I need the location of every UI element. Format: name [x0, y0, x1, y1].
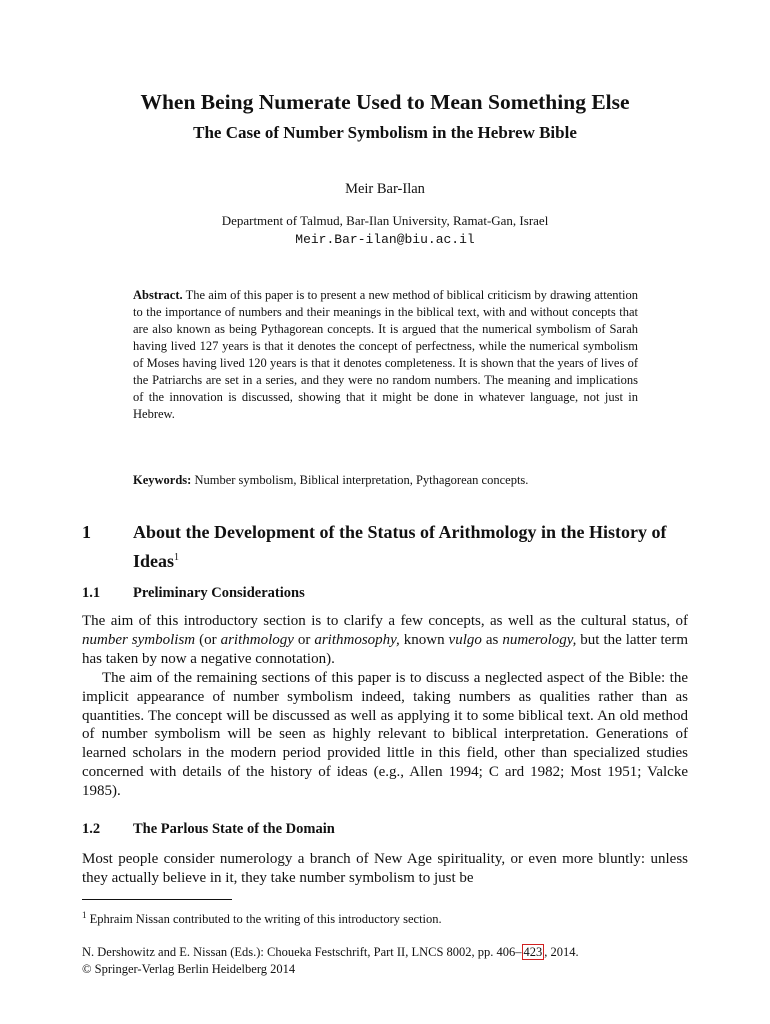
italic-term: arithmology: [220, 631, 294, 648]
italic-term: arithmosophy,: [314, 631, 400, 648]
author-name: Meir Bar-Ilan: [345, 181, 425, 197]
subsection-body: [82, 850, 688, 888]
italic-term: vulgo: [448, 631, 482, 648]
keywords: [133, 472, 638, 489]
paragraph-text: (or: [195, 631, 221, 648]
section-number: 1: [82, 522, 91, 542]
page-range-link[interactable]: 423: [523, 945, 543, 959]
author-email[interactable]: Meir.Bar-ilan@biu.ac.il: [295, 232, 475, 247]
abstract-text: The aim of this paper is to present a new method of biblical criticism by drawing attention to the importance of numbers and their meanings in the biblical text, with and without concepts that are also known as being Pythagorean concepts. It is argued that the numerical symbolism of Sarah having lived 127 years is that it denotes the concept of perfectness, while the numerical symbolism of Moses having lived 120 years is that it denotes completeness. It is shown that the years of lives of the Patriarchs are set in a series, and they were no random numbers. The meaning and implications of the innovation is discussed, showing that it might be done in whatever language, not just in Hebrew.: [133, 288, 638, 421]
keywords-text: Number symbolism, Biblical interpretation, Pythagorean concepts.: [194, 473, 529, 487]
paragraph-text: known: [399, 631, 449, 648]
footnote: [82, 907, 688, 928]
italic-term: number symbolism: [82, 631, 196, 648]
paragraph-text: but the latter term has taken by now a negative connotation).: [82, 631, 688, 667]
footnote-ref[interactable]: 1: [174, 552, 180, 563]
citation-text: N. Dershowitz and E. Nissan (Eds.): Choueka Festschrift, Part II, LNCS 8002, pp. 406–: [82, 945, 522, 959]
copyright-line: © Springer-Verlag Berlin Heidelberg 2014: [82, 961, 296, 976]
section-title: About the Development of the Status of Arithmology in the History of Ideas: [133, 522, 667, 571]
abstract-label: Abstract.: [133, 288, 183, 302]
paragraph-text: as: [481, 631, 503, 648]
citation-text: , 2014.: [544, 945, 579, 959]
paragraph: [82, 612, 688, 669]
paragraph-text: or: [293, 631, 315, 648]
paragraph: Most people consider numerology a branch of New Age spirituality, or even more bluntly: unless they actually believe in it, they take number symbolism to just be: [82, 851, 688, 886]
subsection-title: The Parlous State of the Domain: [133, 821, 335, 837]
subsection-body: [82, 612, 688, 801]
subsection-number: 1.2: [82, 821, 101, 837]
paragraph: The aim of the remaining sections of this paper is to discuss a neglected aspect of the Bible: the implicit appearance of number symbolism indeed, taking numbers as qualities rather than as quantities. The concept will be discussed as well as applying it to some biblical text. An old method of number symbolism will be seen as highly relevant to biblical interpretation. Generations of learned scholars in the modern period provided little in this field, other than specialized studies concerned with details of the history of ideas (e.g., Allen 1994; C ard 1982; Most 1951; Valcke 1985).: [82, 669, 688, 800]
footnote-text: Ephraim Nissan contributed to the writing of this introductory section.: [89, 912, 442, 927]
subsection-title: Preliminary Considerations: [133, 585, 305, 601]
paper-title: When Being Numerate Used to Mean Something Else: [140, 90, 630, 114]
paper-subtitle: The Case of Number Symbolism in the Hebrew Bible: [193, 123, 577, 142]
subsection-number: 1.1: [82, 585, 101, 601]
author-affiliation: Department of Talmud, Bar-Ilan University, Ramat-Gan, Israel: [221, 213, 549, 228]
italic-term: numerology,: [502, 631, 577, 648]
section-heading: [133, 519, 693, 574]
citation-line: [82, 944, 688, 961]
footnote-divider: [82, 899, 232, 900]
keywords-label: Keywords:: [133, 473, 192, 487]
paragraph-text: The aim of this introductory section is to clarify a few concepts, as well as the cultural status, of: [82, 613, 688, 629]
footnote-mark: 1: [82, 910, 87, 920]
abstract: [133, 287, 638, 423]
publication-footer: [82, 944, 688, 977]
